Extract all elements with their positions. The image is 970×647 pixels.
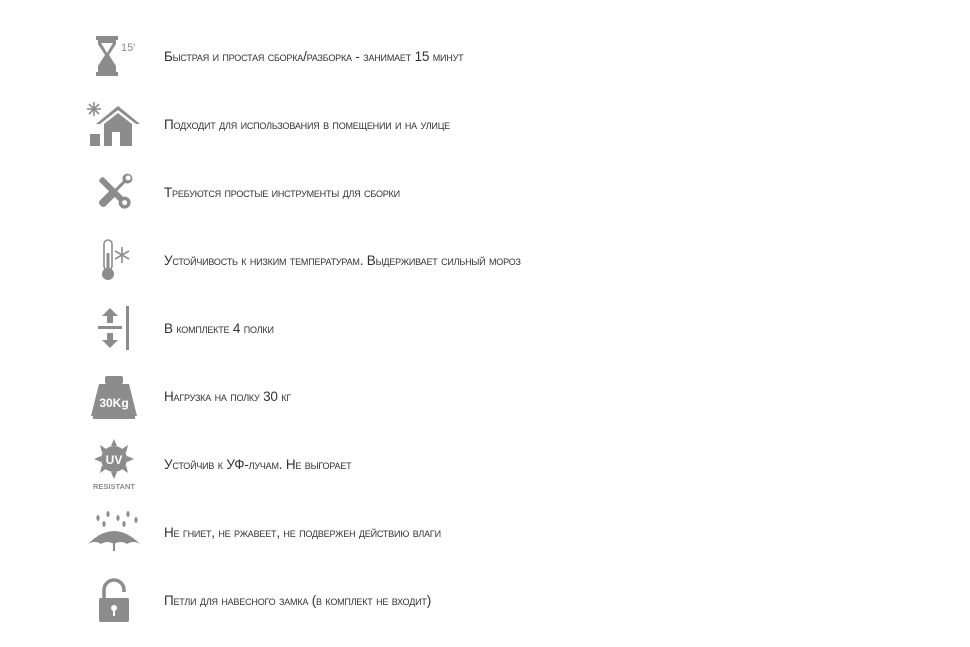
thermometer-snowflake-icon	[80, 232, 148, 288]
feature-text: Нагрузка на полку 30 кг	[164, 388, 292, 404]
feature-text: Петли для навесного замка (в комплект не входит)	[164, 592, 432, 608]
feature-row	[80, 94, 840, 154]
weight-30kg-icon	[80, 368, 148, 424]
feature-text: Быстрая и простая сборка/разборка - занимает 15 минут	[164, 48, 464, 64]
feature-text: Устойчив к УФ-лучам. Не выгорает	[164, 456, 352, 472]
feature-text: Требуются простые инструменты для сборки	[164, 184, 400, 200]
feature-row	[80, 434, 840, 494]
feature-text: Подходит для использования в помещении и на улице	[164, 116, 450, 132]
padlock-icon	[80, 572, 148, 628]
feature-row	[80, 366, 840, 426]
feature-row	[80, 570, 840, 630]
hourglass-badge: 15'	[121, 42, 136, 54]
feature-row	[80, 162, 840, 222]
feature-text: Не гниет, не ржавеет, не подвержен действию влаги	[164, 524, 441, 540]
hourglass-15-min-icon	[80, 28, 148, 84]
uv-resistant-icon	[80, 436, 148, 492]
feature-row	[80, 298, 840, 358]
shelf-arrows-icon	[80, 300, 148, 356]
feature-text: В комплекте 4 полки	[164, 320, 274, 336]
house-sun-icon	[80, 96, 148, 152]
umbrella-rain-icon	[80, 504, 148, 560]
feature-row	[80, 502, 840, 562]
uv-caption: RESISTANT	[93, 482, 135, 491]
feature-text: Устойчивость к низким температурам. Выдерживает сильный мороз	[164, 252, 521, 268]
feature-row	[80, 26, 840, 86]
weight-badge: 30Kg	[99, 396, 129, 410]
wrench-screwdriver-icon	[80, 164, 148, 220]
feature-row	[80, 230, 840, 290]
uv-badge: UV	[105, 453, 123, 467]
